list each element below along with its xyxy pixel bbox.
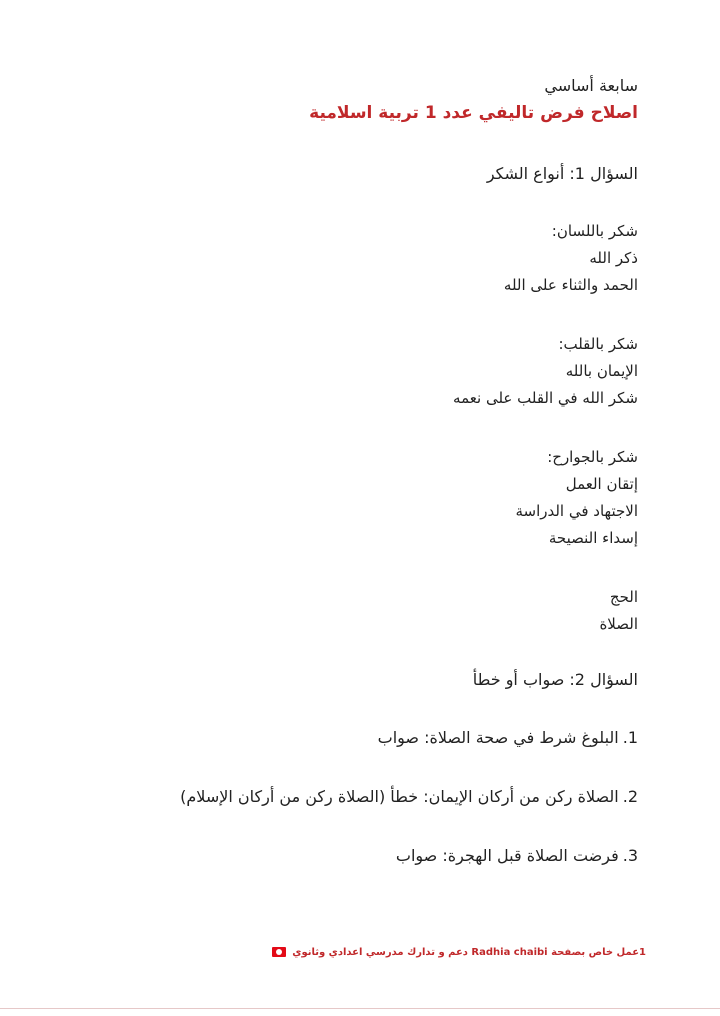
- section-title: شكر بالجوارح:: [547, 448, 638, 466]
- footer-note: [272, 945, 646, 961]
- section-item: الحمد والثناء على الله: [503, 276, 638, 294]
- item-text: فرضت الصلاة قبل الهجرة: صواب: [395, 846, 619, 865]
- section-item: الصلاة: [599, 615, 638, 633]
- item-number: 2.: [622, 787, 638, 806]
- section-title: شكر باللسان:: [551, 222, 638, 240]
- section-item: الاجتهاد في الدراسة: [515, 502, 638, 520]
- section-item: ذكر الله: [589, 249, 638, 267]
- section-other: [78, 584, 638, 638]
- section-item: شكر الله في القلب على نعمه: [453, 389, 638, 407]
- section-item: الحج: [609, 588, 638, 606]
- list-item: [78, 785, 638, 809]
- page-title: اصلاح فرض تاليفي عدد 1 تربية اسلامية: [309, 103, 638, 123]
- section-item: إسداء النصيحة: [548, 529, 638, 547]
- section-item: الإيمان بالله: [565, 362, 638, 380]
- document-body: [78, 74, 638, 868]
- tunisia-flag-icon: [272, 947, 286, 957]
- section-item: إتقان العمل: [565, 475, 638, 493]
- footer-text: 1عمل خاص بصفحة Radhia chaibi دعم و تدارك مدرسي اعدادي وثانوي: [292, 947, 646, 958]
- section-limbs: [78, 444, 638, 552]
- item-text: الصلاة ركن من أركان الإيمان: خطأ (الصلاة ركن من أركان الإسلام): [180, 787, 619, 806]
- item-number: 3.: [622, 846, 638, 865]
- section-title: شكر بالقلب:: [558, 335, 638, 353]
- item-number: 1.: [622, 728, 638, 747]
- section-heart: [78, 331, 638, 412]
- question-2-heading: السؤال 2: صواب أو خطأ: [472, 670, 638, 689]
- page-bottom-divider: [0, 1008, 720, 1009]
- section-tongue: [78, 218, 638, 299]
- list-item: [78, 844, 638, 868]
- question-1-heading: السؤال 1: أنواع الشكر: [486, 164, 638, 183]
- item-text: البلوغ شرط في صحة الصلاة: صواب: [377, 728, 619, 747]
- list-item: [78, 726, 638, 750]
- grade-label: سابعة أساسي: [544, 76, 638, 95]
- true-false-list: [78, 726, 638, 868]
